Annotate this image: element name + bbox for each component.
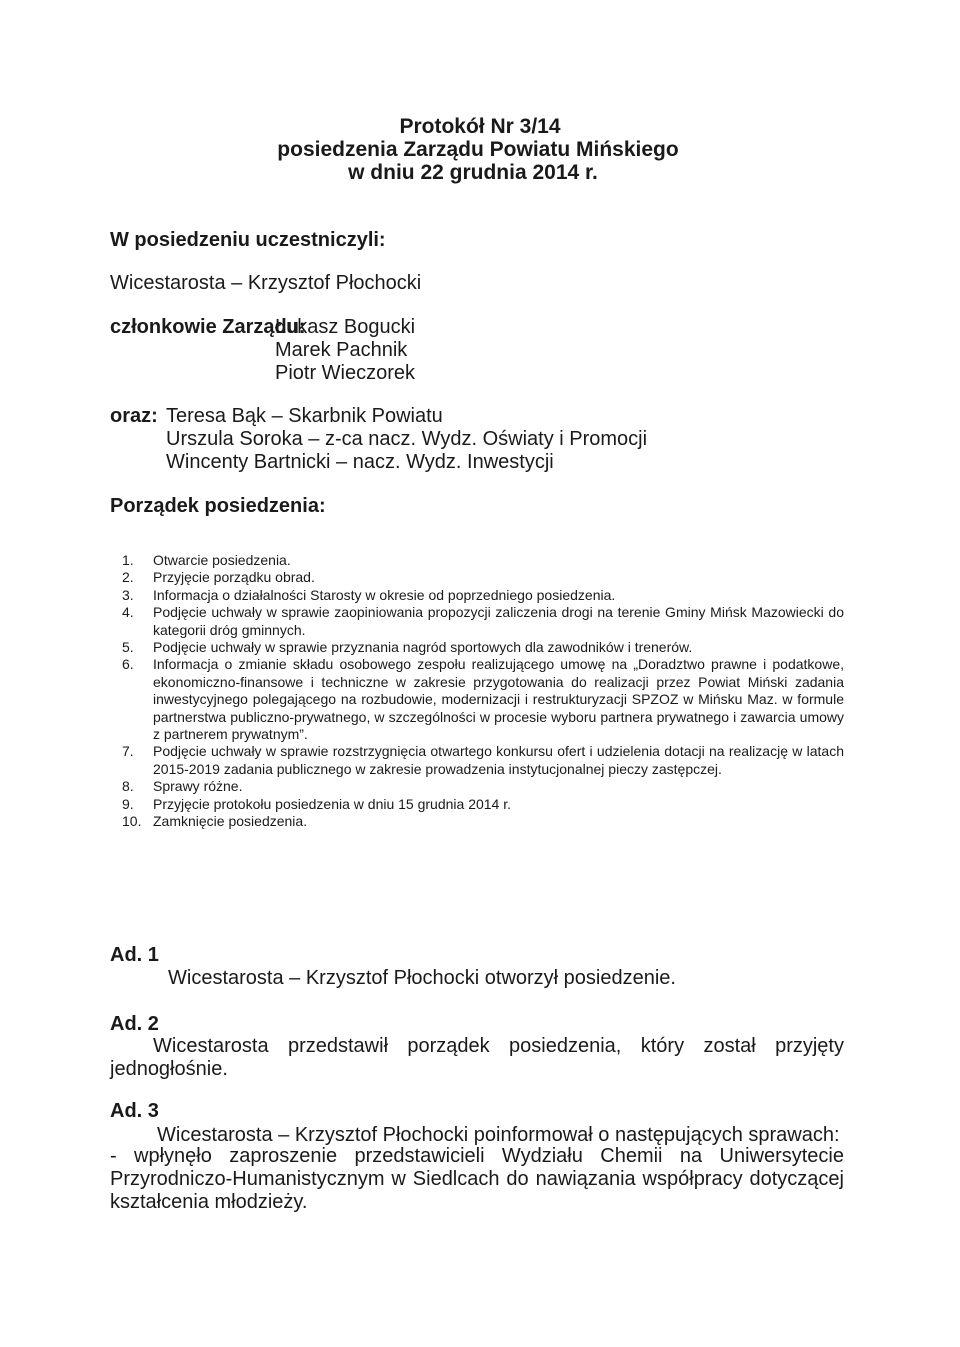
agenda-list bbox=[122, 552, 844, 831]
agenda-heading: Porządek posiedzenia: bbox=[110, 495, 326, 517]
agenda-item bbox=[122, 552, 844, 569]
agenda-item-text: Sprawy różne. bbox=[153, 778, 243, 795]
section-text-ad1: Wicestarosta – Krzysztof Płochocki otworzył posiedzenie. bbox=[168, 967, 676, 989]
agenda-item-text: Podjęcie uchwały w sprawie zaopiniowania propozycji zaliczenia drogi na terenie Gminy Mińsk Mazowiecki do kategorii dróg gminnych. bbox=[153, 604, 844, 638]
agenda-item-number: 2. bbox=[122, 569, 134, 586]
agenda-item bbox=[122, 639, 844, 656]
also-present-person: Urszula Soroka – z-ca nacz. Wydz. Oświaty i Promocji bbox=[166, 428, 648, 450]
agenda-item bbox=[122, 569, 844, 586]
agenda-item-number: 7. bbox=[122, 743, 134, 760]
agenda-item bbox=[122, 604, 844, 639]
also-present-list bbox=[166, 405, 647, 474]
board-member: Marek Pachnik bbox=[275, 339, 408, 361]
agenda-item bbox=[122, 656, 844, 743]
agenda-item bbox=[122, 813, 844, 830]
agenda-item-number: 9. bbox=[122, 795, 134, 812]
agenda-item-number: 5. bbox=[122, 639, 134, 656]
also-present-label: oraz: bbox=[110, 405, 158, 427]
participants-heading: W posiedzeniu uczestniczyli: bbox=[110, 229, 386, 251]
section-heading-ad3: Ad. 3 bbox=[110, 1100, 159, 1122]
board-member: Piotr Wieczorek bbox=[275, 362, 416, 384]
agenda-item-number: 10. bbox=[122, 813, 142, 830]
agenda-item-number: 6. bbox=[122, 656, 134, 673]
agenda-item bbox=[122, 587, 844, 604]
agenda-item-text: Przyjęcie porządku obrad. bbox=[153, 569, 315, 586]
document-subtitle: posiedzenia Zarządu Powiatu Mińskiego bbox=[277, 138, 679, 161]
board-member: Łukasz Bogucki bbox=[275, 316, 416, 338]
board-members-label: członkowie Zarządu: bbox=[110, 316, 306, 338]
agenda-item bbox=[122, 778, 844, 795]
agenda-item-text: Zamknięcie posiedzenia. bbox=[153, 813, 308, 830]
agenda-item-text: Informacja o zmianie składu osobowego zespołu realizującego umowę na „Doradztwo prawne i podatkowe, ekonomiczno-finansowe i techniczne w zakresie przygotowania do realizacji przez Powiat Miński zadania inwestycyjnego polegającego na rozbudowie, modernizacji i restrukturyzacji SPZOZ w Mińsku Maz. w formule partnerstwa publiczno-prywatnego, w szczególności w procesie wyboru partnera prywatnego i zawarcia umowy z partnerem prywatnym”. bbox=[153, 656, 844, 743]
document-title: Protokół Nr 3/14 bbox=[399, 115, 561, 138]
agenda-item-number: 4. bbox=[122, 604, 134, 621]
agenda-item-text: Przyjęcie protokołu posiedzenia w dniu 15 grudnia 2014 r. bbox=[153, 795, 512, 812]
board-members-list bbox=[275, 316, 415, 385]
agenda-item-text: Podjęcie uchwały w sprawie przyznania nagród sportowych dla zawodników i trenerów. bbox=[153, 639, 693, 656]
agenda-item bbox=[122, 743, 844, 778]
agenda-item-text: Otwarcie posiedzenia. bbox=[153, 552, 291, 568]
agenda-item bbox=[122, 796, 844, 813]
section-text-ad3-intro: Wicestarosta – Krzysztof Płochocki poinformował o następujących sprawach: bbox=[157, 1124, 840, 1146]
document-date: w dniu 22 grudnia 2014 r. bbox=[348, 161, 598, 184]
agenda-item-text: Podjęcie uchwały w sprawie rozstrzygnięcia otwartego konkursu ofert i udzielenia dotacji na realizację w latach 2015-2019 zadania publicznego w zakresie prowadzenia instytucjonalnej pieczy zastępczej. bbox=[153, 743, 844, 777]
also-present-person: Wincenty Bartnicki – nacz. Wydz. Inwestycji bbox=[166, 451, 554, 473]
section-text-ad3-item: - wpłynęło zaproszenie przedstawicieli Wydziału Chemii na Uniwersytecie Przyrodniczo-Humanistycznym w Siedlcach do nawiązania współpracy dotyczącej kształcenia młodzieży. bbox=[110, 1145, 844, 1213]
agenda-item-number: 3. bbox=[122, 586, 134, 603]
section-heading-ad2: Ad. 2 bbox=[110, 1013, 159, 1035]
also-present-person: Teresa Bąk – Skarbnik Powiatu bbox=[166, 405, 443, 427]
agenda-item-number: 8. bbox=[122, 778, 134, 795]
section-heading-ad1: Ad. 1 bbox=[110, 944, 159, 966]
section-text-ad2: Wicestarosta przedstawił porządek posiedzenia, który został przyjęty jednogłośnie. bbox=[110, 1035, 844, 1080]
vice-starost-line: Wicestarosta – Krzysztof Płochocki bbox=[110, 272, 422, 294]
agenda-item-text: Informacja o działalności Starosty w okresie od poprzedniego posiedzenia. bbox=[153, 586, 616, 603]
agenda-item-number: 1. bbox=[122, 552, 134, 568]
